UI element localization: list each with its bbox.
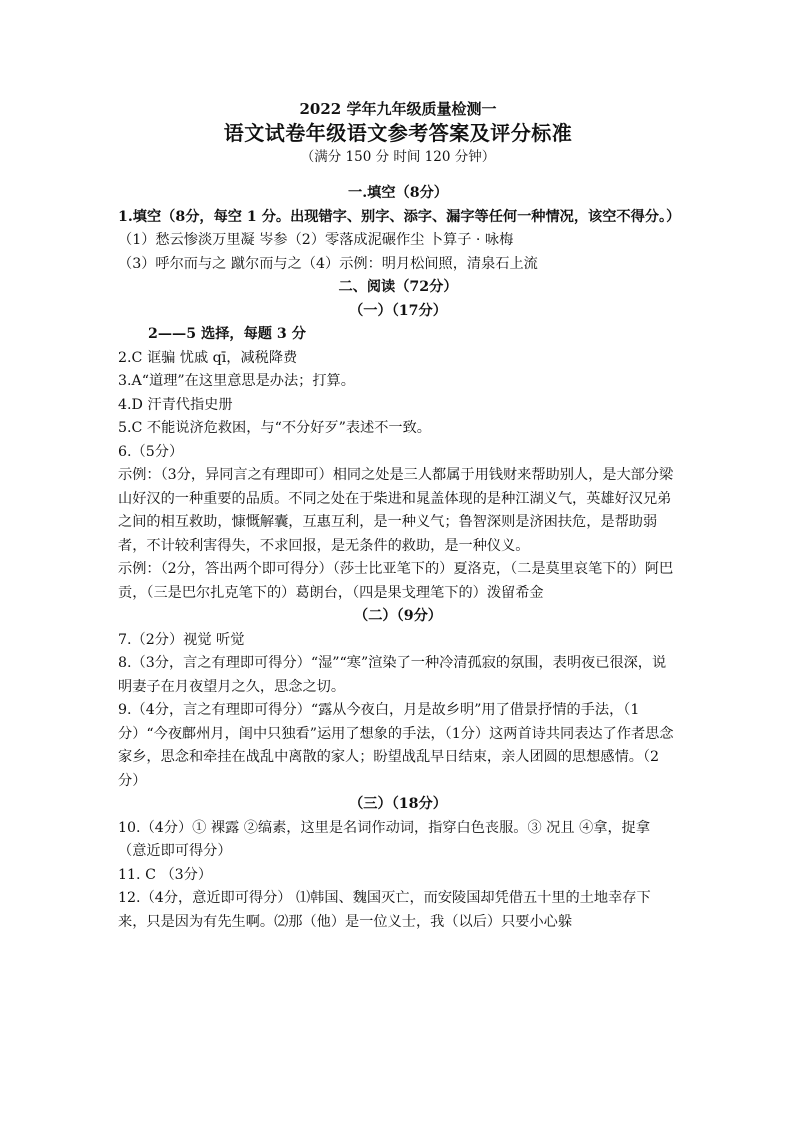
- answer-line: 7.（2分）视觉 听觉: [118, 631, 245, 648]
- answer-line: （1）愁云惨淡万里凝 岑参（2）零落成泥碾作尘 卜算子 · 咏梅: [118, 232, 514, 248]
- answer-line: 2.C 诓骗 忧戚 qī，减税降费: [118, 349, 298, 366]
- answer-paragraph: 9.（4分，言之有理即可得分）“露从今夜白，月是故乡明”用了借景抒情的手法，（1分）“今夜鄜州月，闺中只独看”运用了想象的手法，（1分）这两首诗共同表达了作者思念家乡，思念和牵挂在战乱中离散的家人；盼望战乱早日结束，亲人团圆的思想感情。（2分）: [118, 702, 674, 789]
- document-title: 语文试卷年级语文参考答案及评分标准: [223, 121, 573, 145]
- subsection-title: （一）（17分）: [349, 302, 447, 319]
- answer-paragraph: 示例：（2分，答出两个即可得分）（莎士比亚笔下的）夏洛克，（二是莫里哀笔下的）阿巴贡，（三是巴尔扎克笔下的）葛朗台，（四是果戈理笔下的）泼留希金: [118, 561, 674, 601]
- answer-paragraph: 8.（3分，言之有理即可得分）“湿”“寒”渲染了一种冷清孤寂的氛围，表明夜已很深，说明妻子在月夜望月之久，思念之切。: [118, 655, 667, 695]
- exam-title: 2022 学年九年级质量检测一: [299, 100, 497, 118]
- answer-paragraph: 10.（4分）① 裸露 ②缟素，这里是名词作动词，指穿白色丧服。③ 况且 ④拿，捉拿（意近即可得分）: [118, 819, 651, 859]
- section-title: 二、阅读（72分）: [338, 279, 458, 295]
- answer-line: 5.C 不能说济危救困，与“不分好歹”表述不一致。: [118, 420, 431, 436]
- subsection-title: （二）（9分）: [354, 608, 442, 624]
- answer-paragraph: 12.（4分，意近即可得分） ⑴韩国、魏国灭亡，而安陵国却凭借五十里的土地幸存下来，只是因为有先生啊。⑵那（他）是一位义士，我（以后）只要小心躲: [118, 890, 651, 930]
- exam-meta: （满分 150 分 时间 120 分钟）: [300, 149, 496, 165]
- answer-line: 6.（5分）: [118, 443, 184, 460]
- question-intro: 2——5 选择，每题 3 分: [148, 326, 306, 342]
- question-intro: 1.填空（8分，每空 1 分。出现错字、别字、添字、漏字等任何一种情况，该空不得分。）: [118, 208, 681, 225]
- answer-line: （3）呼尔而与之 蹴尔而与之（4）示例：明月松间照，清泉石上流: [118, 255, 538, 272]
- answer-paragraph: 示例：（3分，异同言之有理即可）相同之处是三人都属于用钱财来帮助别人，是大部分梁山好汉的一种重要的品质。不同之处在于柴进和晁盖体现的是种江湖义气，英雄好汉兄弟之间的相互救助，慷慨解囊，互惠互利，是一种义气；鲁智深则是济困扶危，是帮助弱者，不计较利害得失，不求回报，是无条件的救助，是一种仪义。: [118, 467, 674, 554]
- answer-line: 11. C （3分）: [118, 866, 213, 883]
- answer-key: [118, 96, 681, 934]
- answer-line: 3.A“道理”在这里意思是办法；打算。: [118, 373, 355, 389]
- subsection-title: （三）（18分）: [349, 796, 447, 812]
- section-title: 一.填空（8分）: [348, 185, 448, 201]
- answer-line: 4.D 汗青代指史册: [118, 396, 233, 413]
